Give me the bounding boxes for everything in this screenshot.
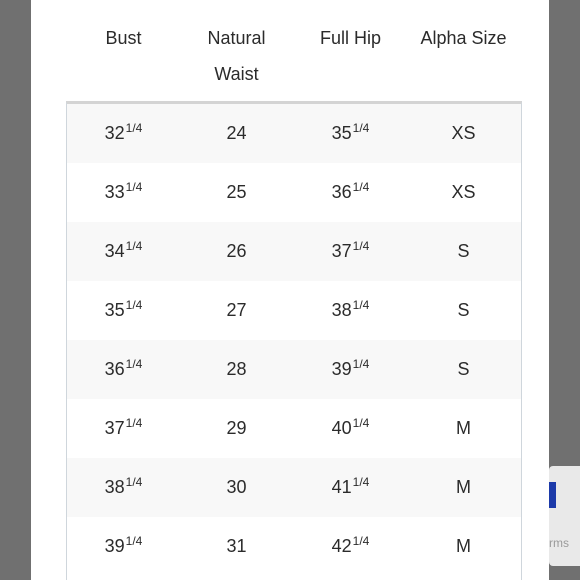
header-bust: Bust	[105, 28, 142, 48]
alpha-size-cell: M	[456, 418, 471, 438]
waist-cell: 24	[226, 123, 247, 143]
hip-cell: $37^{1/4}$	[331, 239, 370, 261]
size-table-header	[67, 0, 521, 100]
waist-cell: 28	[226, 359, 247, 379]
alpha-size-cell: M	[456, 536, 471, 556]
table-row	[67, 517, 521, 576]
bust-cell: $34^{1/4}$	[104, 239, 143, 261]
hip-cell: $35^{1/4}$	[331, 121, 370, 143]
size-chart-table	[66, 101, 522, 580]
waist-cell: 26	[226, 241, 247, 261]
alpha-size-cell: XS	[451, 182, 476, 202]
bust-cell: $36^{1/4}$	[104, 357, 143, 379]
alpha-size-cell: S	[457, 300, 470, 320]
recaptcha-badge[interactable]	[549, 466, 580, 566]
hip-cell: $42^{1/4}$	[331, 534, 370, 556]
table-row	[67, 281, 521, 340]
hip-cell: $38^{1/4}$	[331, 298, 370, 320]
waist-cell: 27	[226, 300, 247, 320]
alpha-size-cell: S	[457, 241, 470, 261]
recaptcha-terms-link[interactable]: rms	[549, 536, 569, 550]
alpha-size-cell: M	[456, 477, 471, 497]
bust-cell: $38^{1/4}$	[104, 475, 143, 497]
hip-cell: $40^{1/4}$	[331, 416, 370, 438]
table-row	[67, 163, 521, 222]
size-chart-modal	[31, 0, 549, 580]
table-row	[67, 458, 521, 517]
hip-cell: $36^{1/4}$	[331, 180, 370, 202]
bust-cell: $32^{1/4}$	[104, 121, 143, 143]
waist-cell: 25	[226, 182, 247, 202]
table-row	[67, 104, 521, 163]
bust-cell: $33^{1/4}$	[104, 180, 143, 202]
alpha-size-cell: S	[457, 359, 470, 379]
waist-cell: 30	[226, 477, 247, 497]
bust-cell: $35^{1/4}$	[104, 298, 143, 320]
table-row	[67, 340, 521, 399]
header-alpha-size: Alpha Size	[420, 28, 507, 48]
hip-cell: $41^{1/4}$	[331, 475, 370, 497]
table-row	[67, 399, 521, 458]
bust-cell: $39^{1/4}$	[104, 534, 143, 556]
header-natural-waist: Natural Waist	[207, 28, 266, 84]
header-full-hip: Full Hip	[319, 28, 381, 48]
alpha-size-cell: XS	[451, 123, 476, 143]
bust-cell: $37^{1/4}$	[104, 416, 143, 438]
hip-cell: $39^{1/4}$	[331, 357, 370, 379]
waist-cell: 31	[226, 536, 247, 556]
recaptcha-logo-icon	[549, 482, 556, 508]
waist-cell: 29	[226, 418, 247, 438]
table-row	[67, 222, 521, 281]
